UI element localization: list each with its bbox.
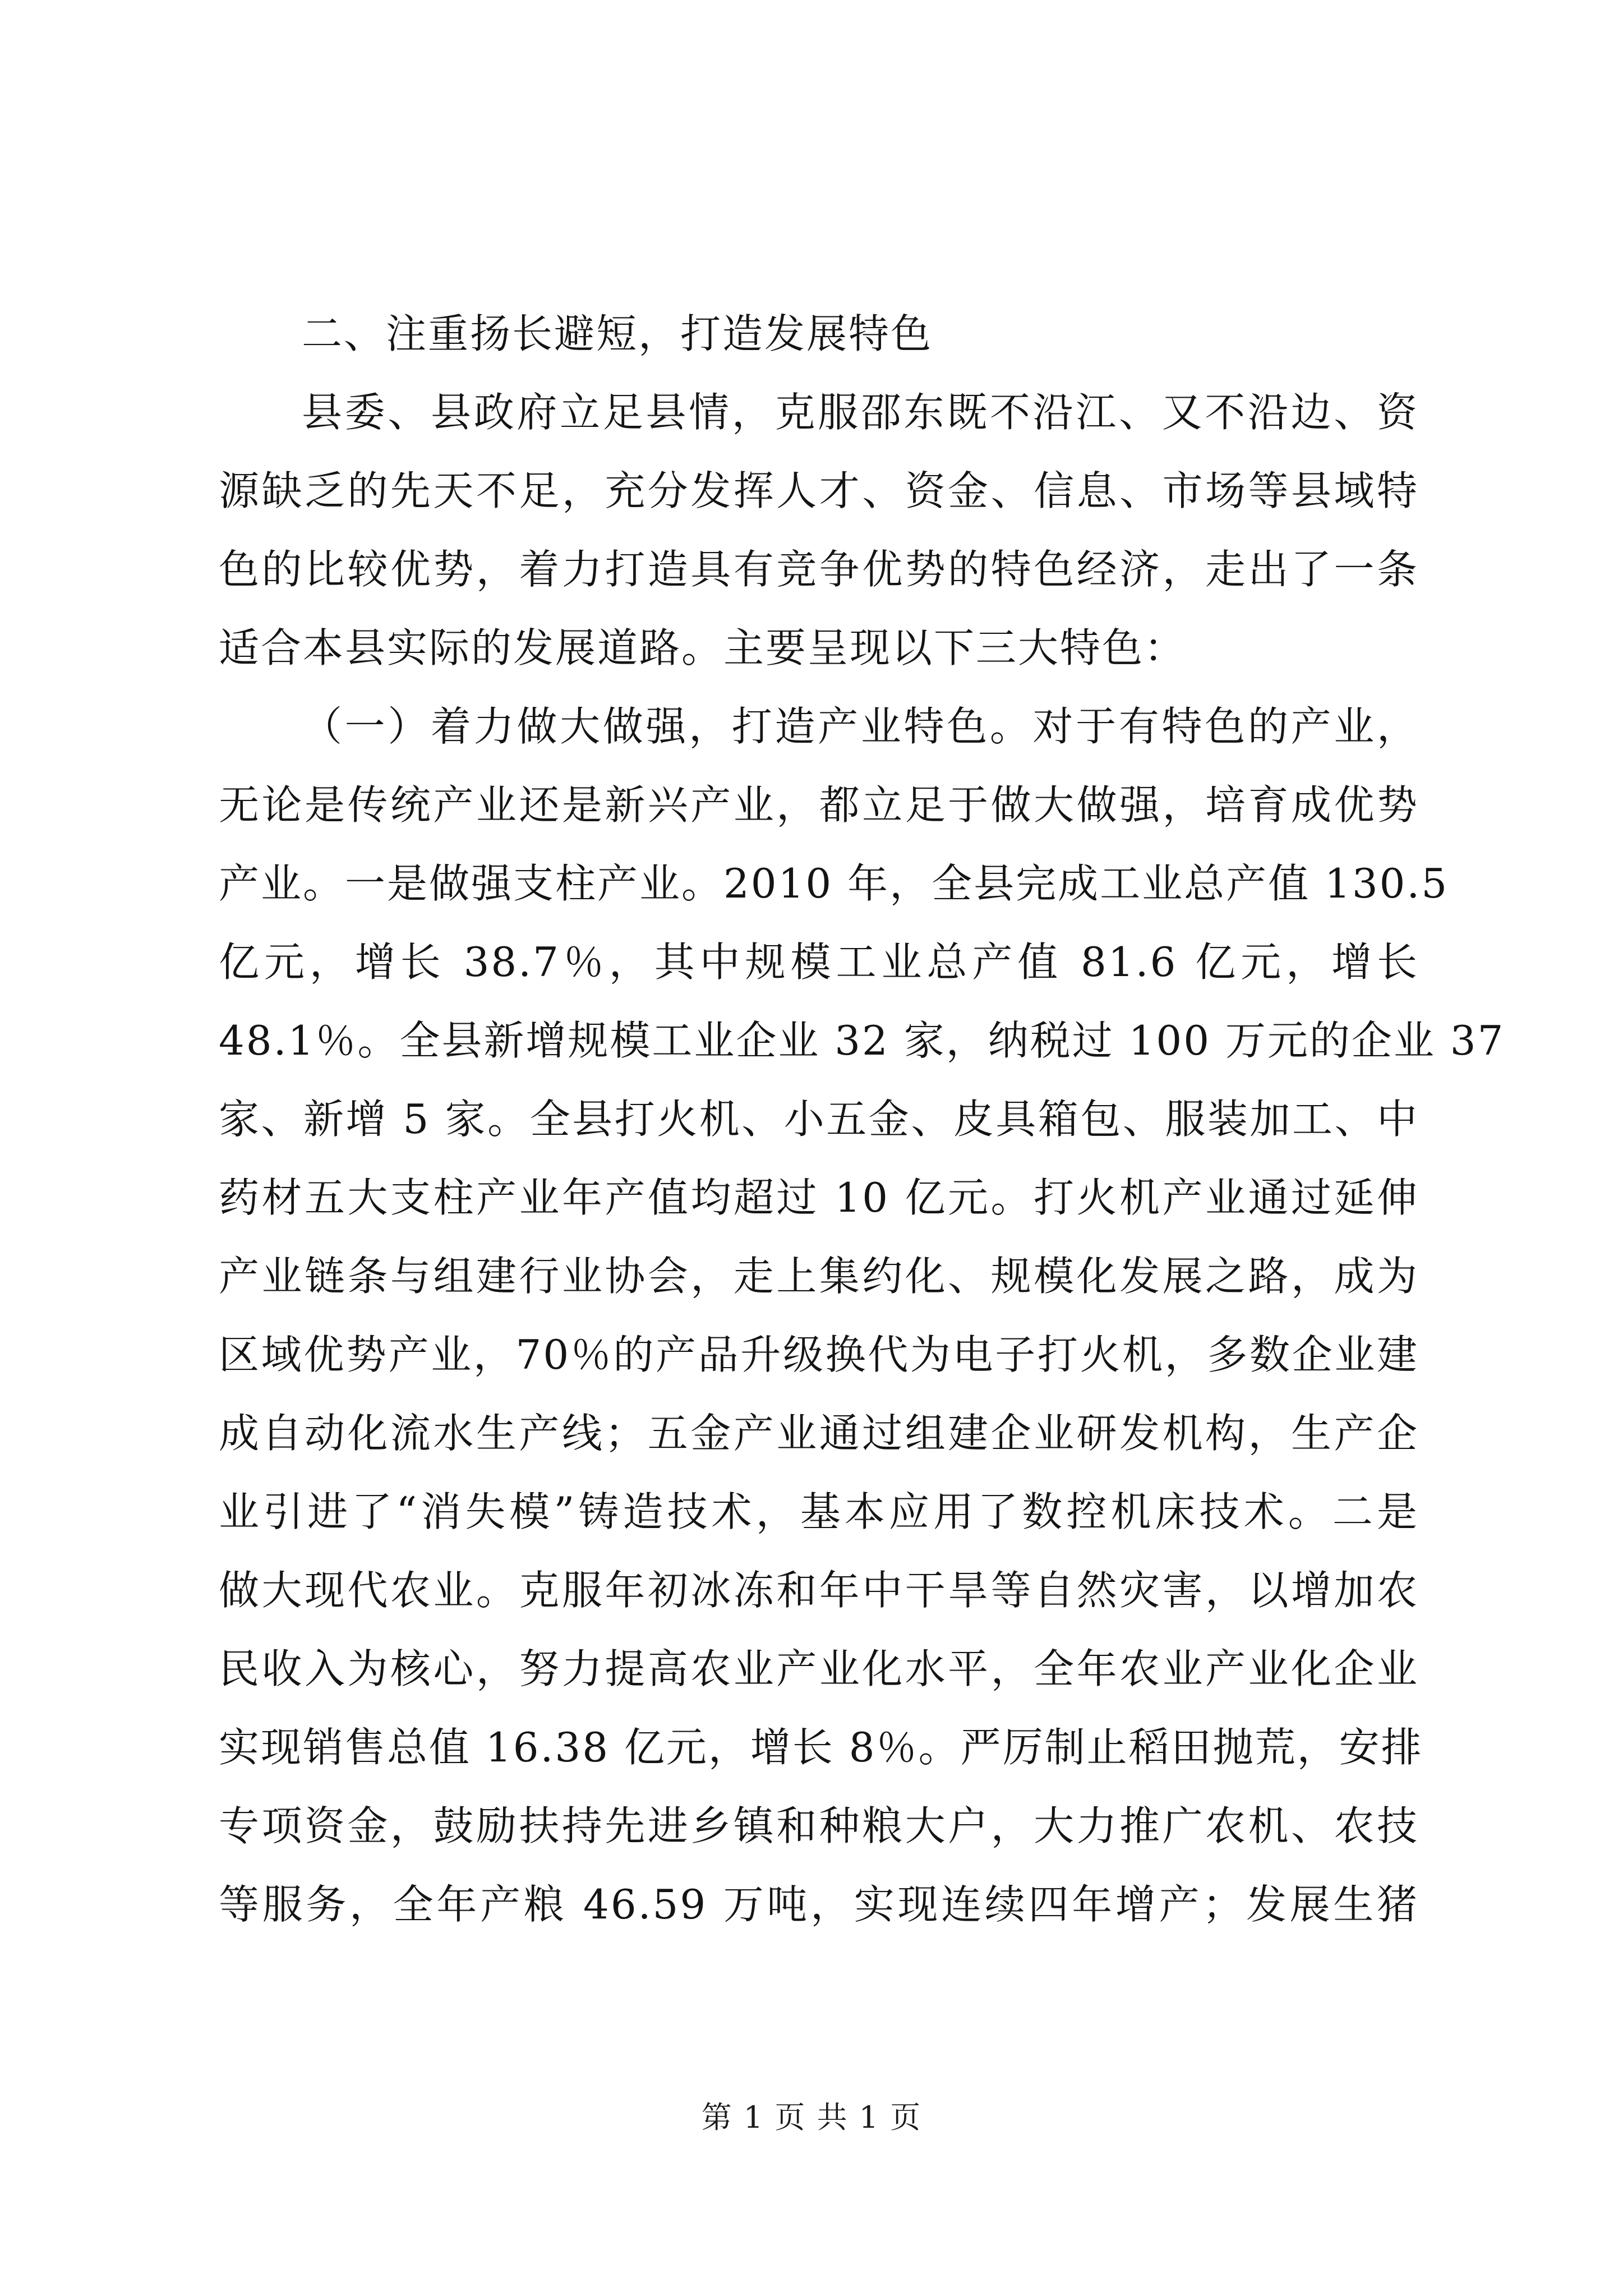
paragraph-2-line-3: 产业。一是做强支柱产业。2010 年，全县完成工业总产值 130.5 [219,860,1449,907]
paragraph-1-line-1: 县委、县政府立足县情，克服邵东既不沿江、又不沿边、资 [302,389,1419,436]
paragraph-2-line-13: 民收入为核心，努力提高农业产业化水平，全年农业产业化企业 [219,1645,1419,1692]
paragraph-2-line-4: 亿元，增长 38.7％，其中规模工业总产值 81.6 亿元，增长 [219,938,1419,986]
paragraph-2-line-5: 48.1％。全县新增规模工业企业 32 家，纳税过 100 万元的企业 37 [219,1017,1505,1064]
paragraph-2-line-1: （一）着力做大做强，打造产业特色。对于有特色的产业， [302,703,1419,750]
paragraph-2-line-7: 药材五大支柱产业年产值均超过 10 亿元。打火机产业通过延伸 [219,1174,1419,1221]
paragraph-2-line-6: 家、新增 5 家。全县打火机、小五金、皮具箱包、服装加工、中 [219,1096,1419,1143]
paragraph-2-line-2: 无论是传统产业还是新兴产业，都立足于做大做强，培育成优势 [219,781,1419,829]
page-number-footer: 第 1 页 共 1 页 [701,2100,922,2135]
paragraph-1-line-4: 适合本县实际的发展道路。主要呈现以下三大特色： [219,624,1187,671]
paragraph-2-line-11: 业引进了“消失模”铸造技术，基本应用了数控机床技术。二是 [219,1488,1419,1535]
paragraph-2-line-12: 做大现代农业。克服年初冰冻和年中干旱等自然灾害，以增加农 [219,1567,1419,1614]
paragraph-2-line-10: 成自动化流水生产线；五金产业通过组建企业研发机构，生产企 [219,1410,1419,1457]
paragraph-2-line-9: 区域优势产业，70％的产品升级换代为电子打火机，多数企业建 [219,1331,1419,1378]
paragraph-2-line-14: 实现销售总值 16.38 亿元，增长 8％。严厉制止稻田抛荒，安排 [219,1724,1423,1771]
paragraph-2-line-16: 等服务，全年产粮 46.59 万吨，实现连续四年增产；发展生猪 [219,1881,1419,1928]
section-heading: 二、注重扬长避短，打造发展特色 [302,310,933,357]
paragraph-1-line-3: 色的比较优势，着力打造具有竞争优势的特色经济，走出了一条 [219,546,1419,593]
paragraph-2-line-15: 专项资金，鼓励扶持先进乡镇和种粮大户，大力推广农机、农技 [219,1802,1419,1849]
paragraph-1-line-2: 源缺乏的先天不足，充分发挥人才、资金、信息、市场等县域特 [219,467,1419,514]
paragraph-2-line-8: 产业链条与组建行业协会，走上集约化、规模化发展之路，成为 [219,1253,1419,1300]
